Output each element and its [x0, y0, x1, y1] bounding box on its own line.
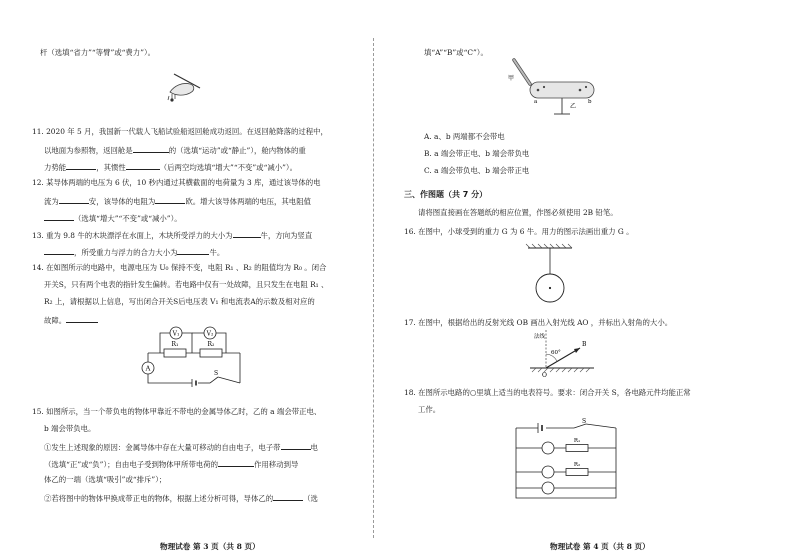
q15-blank-3[interactable]	[273, 492, 303, 501]
q15-text-3b: 电	[310, 443, 318, 452]
q10-continuation: 杆（选填“省力”“等臂”或“费力”）。	[40, 48, 156, 57]
q15-text-line6	[44, 492, 318, 504]
q18-label-r2: R₂	[573, 462, 581, 468]
q15-blank-1[interactable]	[281, 441, 311, 450]
q15-text-3a: ①发生上述现象的原因：金属导体中存在大量可移动的自由电子，电子带	[44, 443, 281, 452]
page-3-footer: 物理试卷 第 3 页（共 8 页）	[160, 542, 260, 551]
q14-label-a: A	[145, 364, 151, 373]
q14-text-line3: R₂ 上，请根据以上信息，写出闭合开关S后电压表 V₁ 和电流表A的示数及相对应的	[44, 297, 315, 306]
q13-blank-3[interactable]	[177, 246, 209, 255]
q11-text-3c: （后两空均选填“增大”“不变”或“减小”）。	[159, 163, 297, 172]
section-3-note: 请将图直接画在答题纸的相应位置，作图必须使用 2B 铅笔。	[418, 208, 618, 217]
page-3	[0, 0, 372, 560]
q15-text-4b: 作用移动到导	[254, 460, 299, 469]
q17-reflection-figure	[530, 328, 610, 378]
option-b[interactable]: B. a 端会带正电、b 端会带负电	[424, 149, 530, 158]
q14-text-line1: 14. 在如图所示的电路中，电源电压为 U₀ 保持不变，电阻 R₁ 、R₂ 的阻值均为 R₀ 。闭合	[32, 263, 327, 272]
q11-text-2b: 的（选填“运动”或“静止”），舱内物体的重	[168, 146, 306, 155]
q18-label-r1: R₁	[573, 438, 581, 444]
q15-text-line1: 15. 如图所示，当一个带负电的物体甲靠近不带电的金属导体乙时，乙的 a 端会带正电、	[32, 407, 322, 416]
q15-label-jia: 甲	[508, 75, 515, 82]
q15-text-6a: ②若将图中的物体甲换成带正电的物体，根据上述分析可得，导体乙的	[44, 494, 274, 503]
q13-text-2c: 牛。	[209, 248, 225, 257]
q17-label-angle: 60°	[551, 350, 561, 356]
page-4	[380, 0, 794, 560]
q14-text-4: 故障。	[44, 316, 67, 325]
q14-label-r1: R₁	[171, 341, 179, 348]
q15-text-line5: 体乙的一端（选填“吸引”或“排斥”）；	[44, 475, 167, 484]
q14-label-s: S	[213, 370, 219, 377]
q11-blank-3[interactable]	[126, 161, 160, 170]
q17-label-normal: 法线	[534, 334, 546, 340]
q15-text-line4	[44, 458, 298, 470]
page-4-footer: 物理试卷 第 4 页（共 8 页）	[550, 542, 650, 551]
q17-label-o: O	[542, 372, 547, 379]
q18-text-line1: 18. 在图所示电路的○里填上适当的电表符号。要求：闭合开关 S，各电路元件均能正常	[404, 388, 691, 397]
q14-label-v2: V₂	[206, 330, 214, 338]
q11-text-3b: ，其惯性	[96, 163, 126, 172]
q12-text-3b: （选填“增大”“不变”或“减小”）。	[74, 214, 182, 223]
q13-blank-2[interactable]	[44, 246, 74, 255]
q13-text-line1	[32, 229, 312, 241]
q15-label-yi: 乙	[570, 103, 577, 110]
q16-pendulum-figure	[524, 244, 576, 308]
q17-label-b: B	[582, 341, 587, 348]
column-divider	[373, 38, 374, 538]
q13-text-2b: ，所受重力与浮力的合力大小为	[74, 248, 178, 257]
q13-text-1b: 牛，方向为竖直	[260, 231, 313, 240]
q13-blank-1[interactable]	[233, 229, 261, 238]
q12-text-line2	[44, 195, 311, 207]
q15-label-b: b	[588, 99, 592, 105]
q16-text: 16. 在图中，小球受到的重力 G 为 6 牛。用力的图示法画出重力 G 。	[404, 227, 634, 236]
q15-text-6b: （选	[303, 494, 318, 503]
q12-blank-3[interactable]	[44, 212, 74, 221]
q12-text-line1: 12. 某导体两端的电压为 6 伏，10 秒内通过其横截面的电荷量为 3 库，通过该导体的电	[32, 178, 321, 187]
q15-label-a: a	[534, 99, 538, 105]
q11-text-line3	[44, 161, 297, 173]
q11-blank-1[interactable]	[133, 144, 169, 153]
q11-text-3a: 力势能	[44, 163, 67, 172]
q18-circuit-diagram	[512, 420, 622, 500]
q13-text-line2	[44, 246, 224, 258]
q18-label-s: S	[582, 418, 587, 425]
q15-blank-2[interactable]	[218, 458, 254, 467]
q15-figure	[508, 58, 608, 120]
q14-label-v1: V₁	[172, 330, 180, 338]
q14-text-line2: 开关S，只有两个电表的指针发生偏转。若电路中仅有一处故障，且只发生在电阻 R₁ 、	[44, 280, 329, 289]
q11-text-line2	[44, 144, 306, 156]
q12-text-2c: 欧。增大该导体两端的电压，其电阻值	[185, 197, 311, 206]
q13-text-1a: 13. 重为 9.8 牛的木块漂浮在水面上，木块所受浮力的大小为	[32, 231, 233, 240]
q12-blank-2[interactable]	[155, 195, 185, 204]
q11-text-line1: 11. 2020 年 5 月，我国新一代载人飞船试验船返回舱成功返回。在返回舱降落的过程中，	[32, 127, 328, 136]
q17-text: 17. 在图中，根据给出的反射光线 OB 画出入射光线 AO ，并标出入射角的大小。	[404, 318, 673, 327]
q15-text-line3	[44, 441, 318, 453]
option-a[interactable]: A. a、b 两端都不会带电	[424, 132, 505, 141]
q12-text-line3	[44, 212, 182, 224]
q15-text-4a: （选填“正”或“负”）；自由电子受到物体甲所带电荷的	[44, 460, 219, 469]
q12-blank-1[interactable]	[59, 195, 89, 204]
q14-circuit-diagram	[140, 325, 250, 387]
q18-text-line2: 工作。	[418, 405, 441, 414]
q11-blank-2[interactable]	[66, 161, 96, 170]
option-c[interactable]: C. a 端会带负电、b 端会带正电	[424, 166, 530, 175]
q15-continuation: 填“A”“B”或“C”）。	[424, 48, 488, 57]
q15-text-line2: b 端会带负电。	[44, 424, 96, 433]
q12-text-2b: 安，该导体的电阻为	[88, 197, 156, 206]
q10-lever-figure	[160, 66, 210, 106]
q14-text-line4	[44, 314, 98, 326]
q11-text-2a: 以地面为参照物，返回舱是	[44, 146, 133, 155]
q14-label-r2: R₂	[207, 341, 215, 348]
q12-text-2a: 流为	[44, 197, 59, 206]
section-3-heading: 三、作图题（共 7 分）	[404, 190, 488, 199]
q14-blank-1[interactable]	[66, 314, 98, 323]
